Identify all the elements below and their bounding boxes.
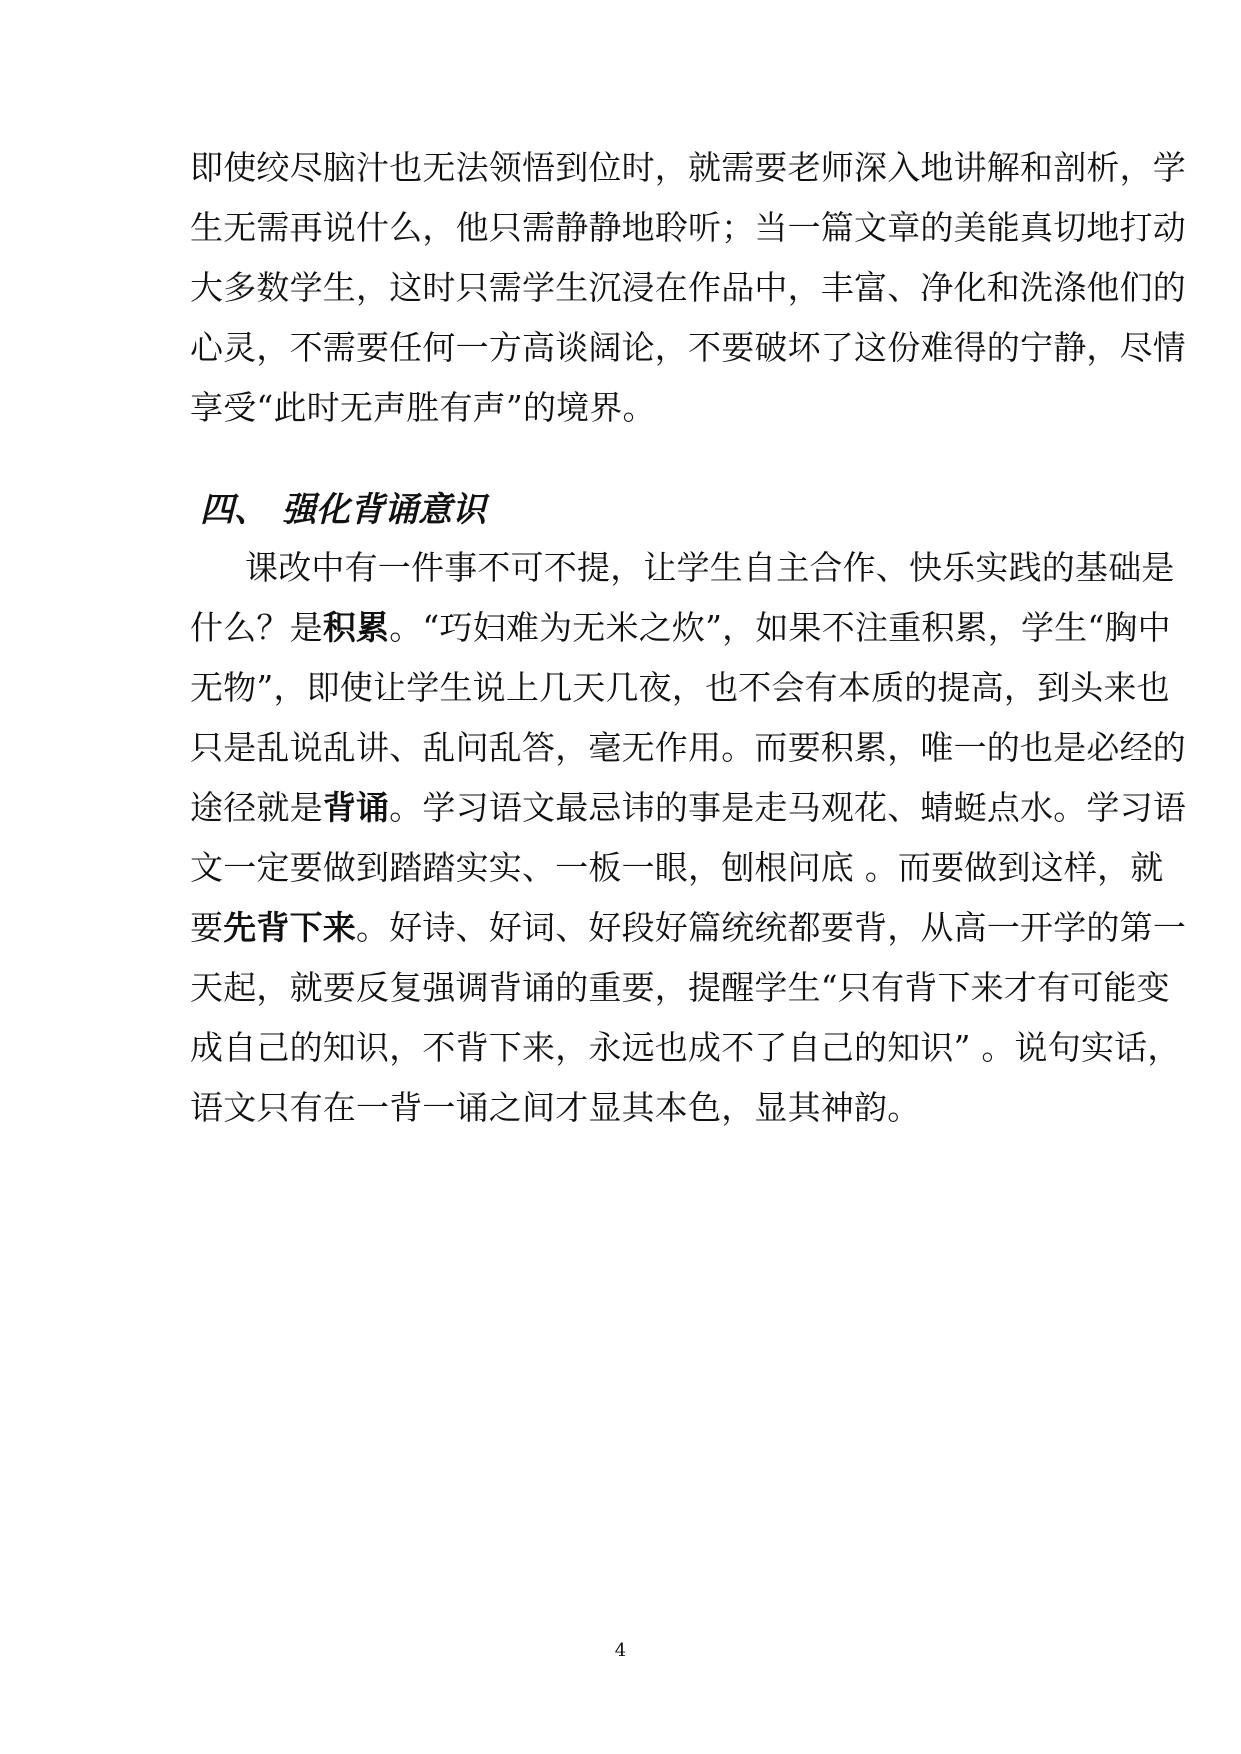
paragraph-line bbox=[190, 608, 1171, 648]
paragraph-line: 无物”，即使让学生说上几天几夜，也不会有本质的提高，到头来也 bbox=[190, 668, 1170, 707]
text-run: 途径就是 bbox=[190, 788, 323, 827]
paragraph-line: 即使绞尽脑汁也无法领悟到位时，就需要老师深入地讲解和剖析，学 bbox=[190, 148, 1186, 187]
paragraph-line: 心灵，不需要任何一方高谈阔论，不要破坏了这份难得的宁静，尽情 bbox=[190, 328, 1186, 367]
text-run: 。学习语文最忌讳的事是走马观花、蜻蜓点水。学习语 bbox=[389, 788, 1187, 827]
paragraph-line: 只是乱说乱讲、乱问乱答，毫无作用。而要积累，唯一的也是必经的 bbox=[190, 728, 1186, 767]
text-run: 要 bbox=[190, 908, 224, 947]
paragraph-line: 成自己的知识，不背下来，永远也成不了自己的知识” 。说句实话， bbox=[190, 1028, 1181, 1067]
text-run: 。好诗、好词、好段好篇统统都要背，从高一开学的第一 bbox=[356, 908, 1187, 947]
emphasis-text: 背诵 bbox=[322, 788, 390, 827]
emphasis-text: 积累 bbox=[322, 608, 390, 647]
paragraph-line: 课改中有一件事不可不提，让学生自主合作、快乐实践的基础是 bbox=[245, 548, 1175, 587]
paragraph-line bbox=[190, 908, 1186, 948]
paragraph-line: 享受“此时无声胜有声”的境界。 bbox=[190, 388, 656, 427]
paragraph-line: 语文只有在一背一诵之间才显其本色，显其神韵。 bbox=[190, 1088, 921, 1127]
section-title: 强化背诵意识 bbox=[282, 490, 486, 530]
page-number: 4 bbox=[614, 1640, 627, 1661]
text-run: 什么？是 bbox=[190, 608, 323, 647]
section-number: 四、 bbox=[200, 490, 268, 530]
paragraph-line: 大多数学生，这时只需学生沉浸在作品中，丰富、净化和洗涤他们的 bbox=[190, 268, 1186, 307]
paragraph-line: 生无需再说什么，他只需静静地聆听；当一篇文章的美能真切地打动 bbox=[190, 208, 1186, 247]
paragraph-line: 天起，就要反复强调背诵的重要，提醒学生“只有背下来才有可能变 bbox=[190, 968, 1170, 1007]
emphasis-text: 先背下来 bbox=[223, 908, 357, 947]
section-heading bbox=[200, 490, 486, 530]
text-run: 。“巧妇难为无米之炊”，如果不注重积累，学生“胸中 bbox=[389, 608, 1171, 647]
paragraph-line bbox=[190, 788, 1186, 828]
paragraph-line: 文一定要做到踏踏实实、一板一眼，刨根问底 。而要做到这样，就 bbox=[190, 848, 1164, 887]
